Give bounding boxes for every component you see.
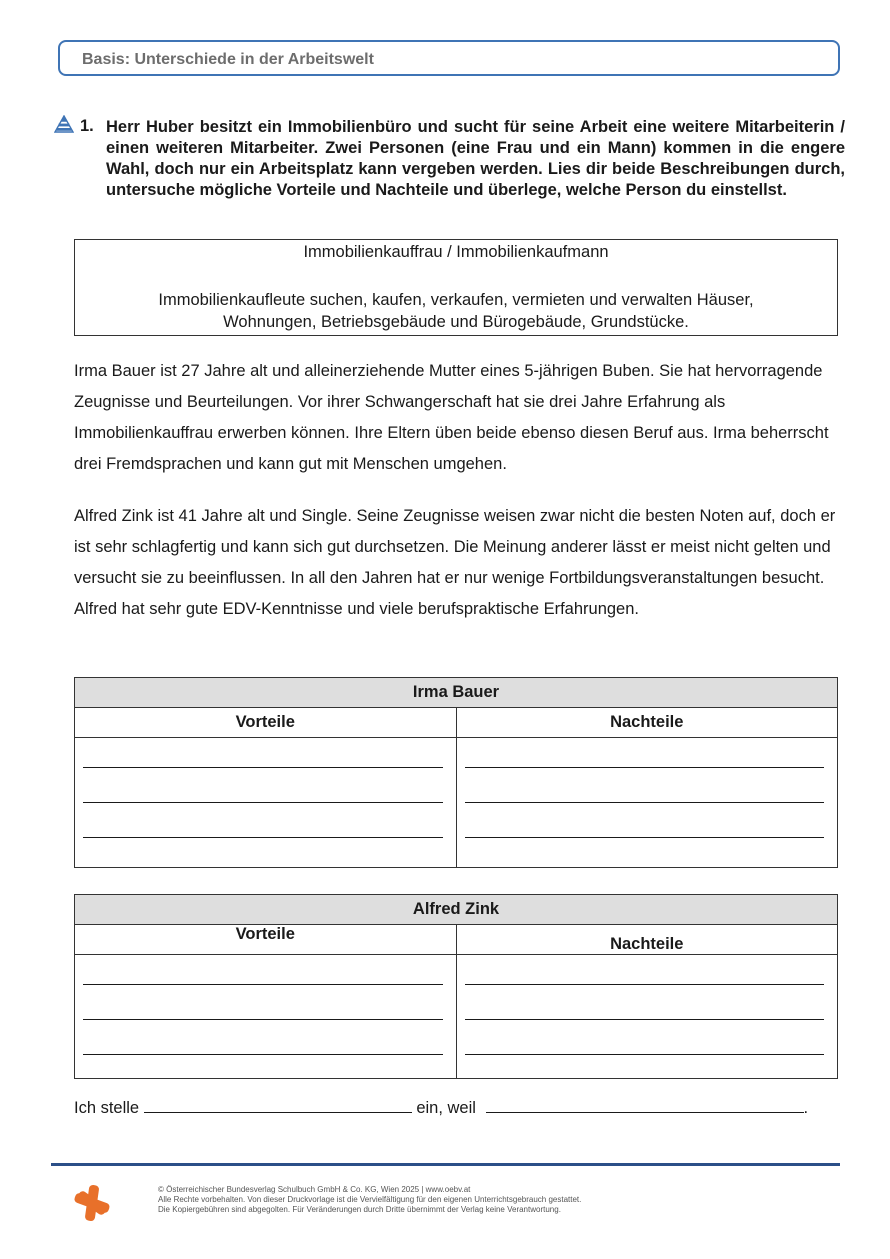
pros-writing-area[interactable] [75, 738, 457, 868]
writing-line[interactable] [465, 767, 825, 768]
job-description: Immobilienkaufleute suchen, kaufen, verkaufen, vermieten und verwalten Häuser, Wohnungen, Betriebsgebäude und Bürogebäude, Grundstücke. [158, 291, 754, 331]
writing-line[interactable] [465, 984, 825, 985]
task-number: 1. [80, 117, 94, 135]
table-person-name: Alfred Zink [75, 895, 838, 925]
pros-writing-area[interactable] [75, 955, 457, 1079]
job-title: Immobilienkauffrau / Immobilienkaufmann [303, 243, 609, 261]
cons-writing-area[interactable] [456, 738, 838, 868]
writing-line[interactable] [83, 802, 443, 803]
writing-line[interactable] [465, 802, 825, 803]
pros-header: Vorteile [75, 925, 457, 955]
evaluation-table-alfred [74, 894, 838, 1079]
cons-writing-area[interactable] [456, 955, 838, 1079]
closing-text-middle: ein, weil [416, 1099, 476, 1117]
cons-header: Nachteile [456, 925, 838, 955]
rights-line: Alle Rechte vorbehalten. Von dieser Druckvorlage ist die Vervielfältigung für den eigenen Unterrichtsgebrauch gestattet. [158, 1195, 582, 1204]
writing-line[interactable] [83, 767, 443, 768]
mountain-level-icon [54, 115, 74, 133]
closing-period: . [803, 1099, 809, 1117]
footer-divider [51, 1163, 840, 1166]
writing-line[interactable] [83, 984, 443, 985]
evaluation-table-irma [74, 677, 838, 868]
writing-line[interactable] [83, 1019, 443, 1020]
closing-sentence [74, 1096, 808, 1118]
copyright-notice [158, 1185, 581, 1215]
pros-header: Vorteile [75, 708, 457, 738]
task-instructions: Herr Huber besitzt ein Immobilienbüro und sucht für seine Arbeit eine weitere Mitarbeiterin / einen weiteren Mitarbeiter. Zwei Personen (eine Frau und ein Mann) kommen in die engere Wahl, doch nur ein Arbeitsplatz kann vergeben werden. Lies dir beide Beschreibungen durch, untersuche mögliche Vorteile und Nachteile und überlege, welche Person du einstellst. [106, 118, 845, 199]
worksheet-title: Basis: Unterschiede in der Arbeitswelt [82, 51, 374, 68]
person-description-alfred: Alfred Zink ist 41 Jahre alt und Single. Seine Zeugnisse weisen zwar nicht die besten Noten auf, doch er ist sehr schlagfertig und kann sich gut durchsetzen. Die Meinung anderer lässt er meist nicht gelten und versucht sie zu beeinflussen. In all den Jahren hat er nur wenige Fortbildungsveranstaltungen besucht. Alfred hat sehr gute EDV-Kenntnisse und viele berufspraktische Erfahrungen. [74, 507, 836, 618]
reason-blank[interactable] [486, 1096, 804, 1113]
writing-line[interactable] [465, 1019, 825, 1020]
writing-line[interactable] [83, 1054, 443, 1055]
writing-line[interactable] [465, 837, 825, 838]
oebv-logo [72, 1184, 112, 1222]
liability-line: Die Kopiergebühren sind abgegolten. Für Veränderungen durch Dritte übernimmt der Verlag keine Verantwortung. [158, 1205, 561, 1214]
writing-line[interactable] [465, 1054, 825, 1055]
job-description-box [74, 239, 838, 336]
copyright-line: © Österreichischer Bundesverlag Schulbuch GmbH & Co. KG, Wien 2025 | www.oebv.at [158, 1185, 471, 1194]
writing-line[interactable] [83, 837, 443, 838]
person-choice-blank[interactable] [144, 1096, 412, 1113]
worksheet-header [58, 40, 840, 76]
cons-header: Nachteile [456, 708, 838, 738]
table-person-name: Irma Bauer [75, 678, 838, 708]
person-description-irma: Irma Bauer ist 27 Jahre alt und alleinerziehende Mutter eines 5-jährigen Buben. Sie hat hervorragende Zeugnisse und Beurteilungen. Vor ihrer Schwangerschaft hat sie drei Jahre Erfahrung als Immobilienkauffrau erwerben können. Ihre Eltern üben beide ebenso diesen Beruf aus. Irma beherrscht drei Fremdsprachen und kann gut mit Menschen umgehen. [74, 362, 829, 473]
closing-text-start: Ich stelle [74, 1099, 140, 1117]
